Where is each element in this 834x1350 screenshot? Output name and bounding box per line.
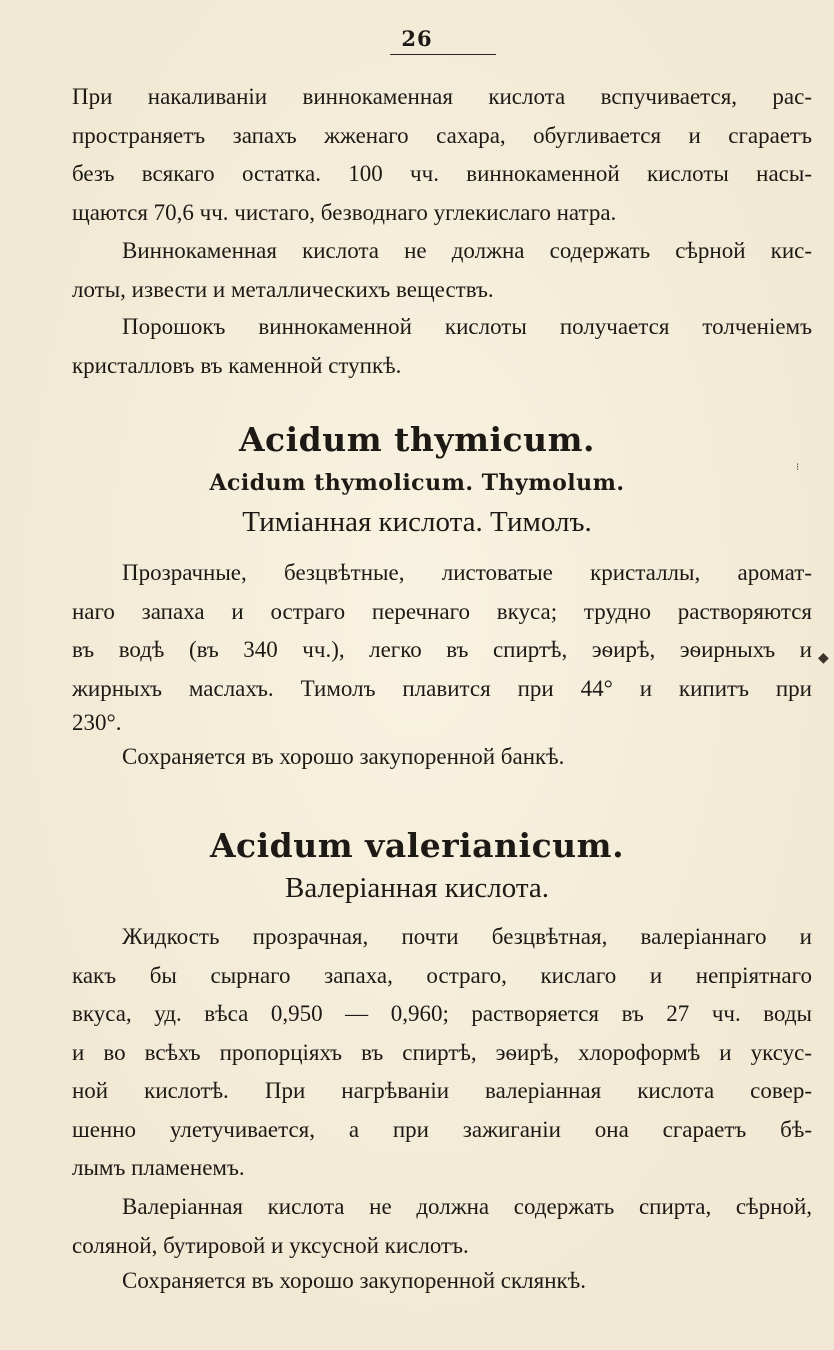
text-line: Сохраняется въ хорошо закупоренной банкѣ. bbox=[122, 744, 565, 769]
paragraph-valerianic-purity bbox=[72, 1188, 812, 1265]
text-line: Сохраняется въ хорошо закупоренной склянкѣ. bbox=[122, 1268, 586, 1293]
paragraph-valerianic-storage bbox=[72, 1262, 812, 1301]
text-line: соляной, бутировой и уксусной кислотъ. bbox=[72, 1232, 469, 1258]
text-line: 230°. bbox=[72, 710, 122, 735]
paragraph-tartaric-heating bbox=[72, 78, 812, 232]
text-line: какъ бы сырнаго запаха, остраго, кислаго и непріятнаго bbox=[72, 962, 812, 988]
page-number: 26 bbox=[401, 26, 433, 51]
section-title-latin: Acidum valerianicum. bbox=[209, 826, 625, 865]
section-title-russian: Валеріанная кислота. bbox=[285, 872, 549, 904]
paragraph-valerianic-description bbox=[72, 918, 812, 1188]
text-line: жирныхъ маслахъ. Тимолъ плавится при 44° и кипитъ при bbox=[72, 675, 812, 701]
text-line: ной кислотѣ. При нагрѣваніи валеріанная кислота совер- bbox=[72, 1078, 812, 1103]
text-line: лоты, извести и металлическихъ веществъ. bbox=[72, 276, 494, 302]
text-line: и во всѣхъ пропорціяхъ въ спиртѣ, эѳирѣ, хлороформѣ и уксус- bbox=[72, 1039, 812, 1065]
text-line: Виннокаменная кислота не должна содержать сѣрной кис- bbox=[122, 238, 812, 263]
section-title-russian: Тиміанная кислота. Тимолъ. bbox=[242, 506, 592, 538]
text-line: наго запаха и остраго перечнаго вкуса; трудно растворяются bbox=[72, 598, 812, 624]
text-line: Порошокъ виннокаменной кислоты получается толченіемъ bbox=[122, 314, 812, 339]
paragraph-thymol-description bbox=[72, 554, 812, 738]
paragraph-tartaric-purity bbox=[72, 232, 812, 309]
text-line: вкуса, уд. вѣса 0,950 — 0,960; растворяется въ 27 чч. воды bbox=[72, 1001, 812, 1026]
margin-speck-icon: ⁝ bbox=[796, 462, 800, 473]
section-title-latin: Acidum thymicum. bbox=[238, 420, 596, 459]
text-line: щаются 70,6 чч. чистаго, безводнаго углекислаго натра. bbox=[72, 199, 617, 225]
text-line: При накаливаніи виннокаменная кислота вспучивается, рас- bbox=[72, 84, 812, 109]
text-line: безъ всякаго остатка. 100 чч. виннокаменной кислоты насы- bbox=[72, 161, 812, 186]
text-line: пространяетъ запахъ жженаго сахара, обугливается и сгараетъ bbox=[72, 122, 812, 148]
text-line: Жидкость прозрачная, почти безцвѣтная, валеріаннаго и bbox=[122, 924, 812, 949]
text-line: Валеріанная кислота не должна содержать спирта, сѣрной, bbox=[122, 1194, 812, 1219]
section-synonyms-latin: Acidum thymolicum. Thymolum. bbox=[209, 470, 625, 496]
text-line: кристалловъ въ каменной ступкѣ. bbox=[72, 352, 402, 378]
text-line: шенно улетучивается, а при зажиганіи она сгараетъ бѣ- bbox=[72, 1116, 812, 1142]
text-line: Прозрачные, безцвѣтные, листоватые кристаллы, аромат- bbox=[122, 560, 812, 585]
text-line: въ водѣ (въ 340 чч.), легко въ спиртѣ, эѳирѣ, эѳирныхъ и bbox=[72, 637, 812, 662]
paragraph-tartaric-powder bbox=[72, 308, 812, 385]
text-line: лымъ пламенемъ. bbox=[72, 1155, 245, 1180]
page-number-rule bbox=[390, 54, 496, 55]
paragraph-thymol-storage bbox=[72, 738, 812, 777]
margin-speck-icon: ◆ bbox=[818, 650, 829, 666]
